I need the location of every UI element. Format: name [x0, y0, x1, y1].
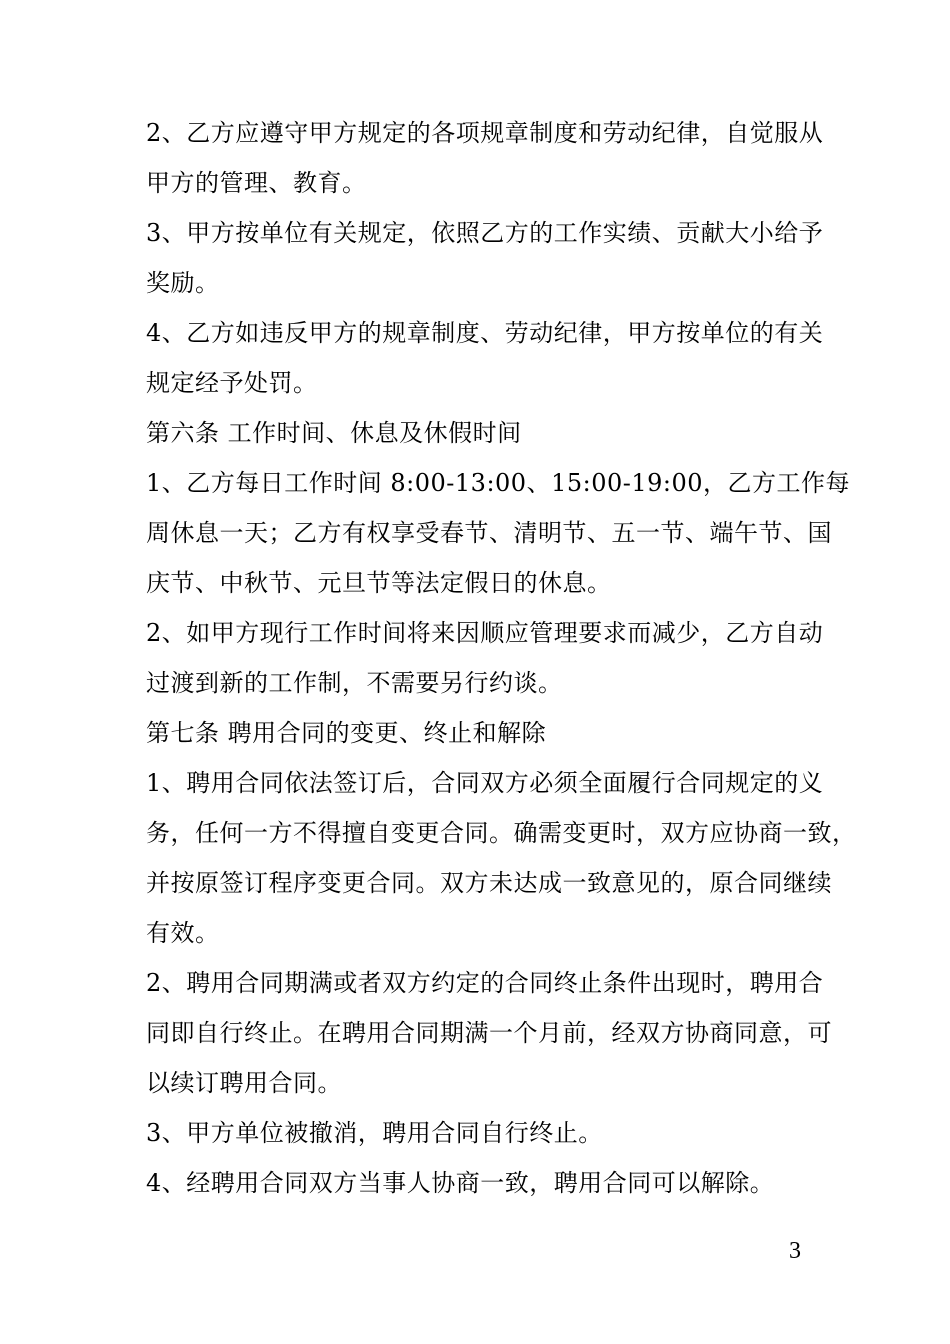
text-line: 2、乙方应遵守甲方规定的各项规章制度和劳动纪律，自觉服从	[146, 119, 824, 147]
text-line: 1、乙方每日工作时间 8:00-13:00、15:00-19:00，乙方工作每	[146, 469, 851, 497]
text-line: 规定经予处罚。	[146, 369, 318, 397]
page-number: 3	[789, 1238, 801, 1264]
text-line: 奖励。	[146, 269, 220, 297]
text-line: 同即自行终止。在聘用合同期满一个月前，经双方协商同意，可	[146, 1019, 832, 1047]
text-line: 4、经聘用合同双方当事人协商一致，聘用合同可以解除。	[146, 1169, 775, 1197]
text-line: 甲方的管理、教育。	[146, 169, 367, 197]
text-line: 4、乙方如违反甲方的规章制度、劳动纪律，甲方按单位的有关	[146, 319, 824, 347]
text-line: 2、如甲方现行工作时间将来因顺应管理要求而减少，乙方自动	[146, 619, 824, 647]
text-line: 以续订聘用合同。	[146, 1069, 342, 1097]
text-line: 过渡到新的工作制，不需要另行约谈。	[146, 669, 563, 697]
text-line: 周休息一天；乙方有权享受春节、清明节、五一节、端午节、国	[146, 519, 832, 547]
text-line: 有效。	[146, 919, 220, 947]
text-line: 1、聘用合同依法签订后，合同双方必须全面履行合同规定的义	[146, 769, 824, 797]
text-line: 3、甲方按单位有关规定，依照乙方的工作实绩、贡献大小给予	[146, 219, 824, 247]
section-heading: 第六条 工作时间、休息及休假时间	[146, 419, 522, 447]
text-line: 并按原签订程序变更合同。双方未达成一致意见的，原合同继续	[146, 869, 832, 897]
text-line: 庆节、中秋节、元旦节等法定假日的休息。	[146, 569, 612, 597]
text-line: 2、聘用合同期满或者双方约定的合同终止条件出现时，聘用合	[146, 969, 824, 997]
text-line: 务，任何一方不得擅自变更合同。确需变更时，双方应协商一致，	[146, 819, 857, 847]
section-heading: 第七条 聘用合同的变更、终止和解除	[146, 719, 547, 747]
text-line: 3、甲方单位被撤消，聘用合同自行终止。	[146, 1119, 603, 1147]
